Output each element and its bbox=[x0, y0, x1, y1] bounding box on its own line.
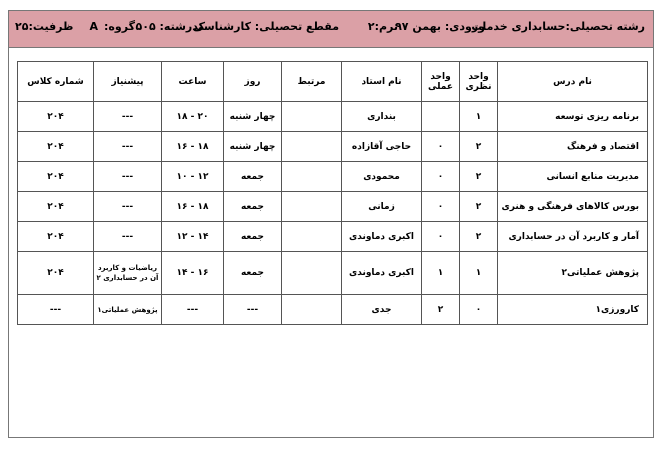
teacher-name: زمانی bbox=[342, 192, 422, 222]
theory-units: ۱ bbox=[460, 102, 498, 132]
table-row bbox=[18, 132, 648, 162]
practical-units: ۰ bbox=[422, 132, 460, 162]
related bbox=[282, 192, 342, 222]
day: جمعه bbox=[224, 162, 282, 192]
related bbox=[282, 102, 342, 132]
group-value: A bbox=[89, 20, 98, 33]
practical-units: ۰ bbox=[422, 222, 460, 252]
prereq: --- bbox=[94, 102, 162, 132]
time: ۱۸ - ۱۶ bbox=[162, 132, 224, 162]
table-row bbox=[18, 102, 648, 132]
col-theory: واحد نظری bbox=[460, 62, 498, 102]
day: جمعه bbox=[224, 252, 282, 295]
prereq: --- bbox=[94, 192, 162, 222]
time: ۲۰ - ۱۸ bbox=[162, 102, 224, 132]
practical-units: ۱ bbox=[422, 252, 460, 295]
time: ۱۶ - ۱۴ bbox=[162, 252, 224, 295]
teacher-name: اکبری دماوندی bbox=[342, 222, 422, 252]
related bbox=[282, 162, 342, 192]
related bbox=[282, 132, 342, 162]
table-row bbox=[18, 222, 648, 252]
course-name: اقتصاد و فرهنگ bbox=[498, 132, 648, 162]
col-practical: واحد عملی bbox=[422, 62, 460, 102]
course-name: مدیریت منابع انسانی bbox=[498, 162, 648, 192]
code-label: کدرشته: ۵۰۵ bbox=[135, 20, 205, 33]
course-table bbox=[17, 61, 648, 325]
day: جمعه bbox=[224, 192, 282, 222]
course-name: کارورزی۱ bbox=[498, 295, 648, 325]
table-header-row bbox=[18, 62, 648, 102]
theory-units: ۲ bbox=[460, 192, 498, 222]
teacher-name: اکبری دماوندی bbox=[342, 252, 422, 295]
col-teacher: نام استاد bbox=[342, 62, 422, 102]
teacher-name: حاجی آقازاده bbox=[342, 132, 422, 162]
table-row bbox=[18, 162, 648, 192]
theory-units: ۰ bbox=[460, 295, 498, 325]
theory-units: ۲ bbox=[460, 222, 498, 252]
sheet-header bbox=[9, 11, 653, 48]
col-course: نام درس bbox=[498, 62, 648, 102]
room: ۲۰۴ bbox=[18, 192, 94, 222]
room: ۲۰۴ bbox=[18, 252, 94, 295]
col-related: مرتبط bbox=[282, 62, 342, 102]
col-prereq: پیشنیاز bbox=[94, 62, 162, 102]
table-row bbox=[18, 295, 648, 325]
room: ۲۰۴ bbox=[18, 222, 94, 252]
prereq: ریاضیات و کاربرد آن در حسابداری ۲ bbox=[94, 252, 162, 295]
day: چهار شنبه bbox=[224, 132, 282, 162]
related bbox=[282, 222, 342, 252]
term-label: ترم:۲ bbox=[367, 20, 398, 33]
prereq: --- bbox=[94, 162, 162, 192]
room: --- bbox=[18, 295, 94, 325]
theory-units: ۲ bbox=[460, 162, 498, 192]
time: --- bbox=[162, 295, 224, 325]
prereq: --- bbox=[94, 222, 162, 252]
room: ۲۰۴ bbox=[18, 162, 94, 192]
col-room: شماره کلاس bbox=[18, 62, 94, 102]
practical-units: ۲ bbox=[422, 295, 460, 325]
related bbox=[282, 252, 342, 295]
practical-units: ۰ bbox=[422, 162, 460, 192]
capacity-label: ظرفیت:۲۵ bbox=[15, 20, 74, 33]
time: ۱۸ - ۱۶ bbox=[162, 192, 224, 222]
theory-units: ۲ bbox=[460, 132, 498, 162]
course-name: بورس کالاهای فرهنگی و هنری bbox=[498, 192, 648, 222]
time: ۱۴ - ۱۲ bbox=[162, 222, 224, 252]
practical-units bbox=[422, 102, 460, 132]
theory-units: ۱ bbox=[460, 252, 498, 295]
entry-label: ورودی: بهمن ۹۷ bbox=[395, 20, 485, 33]
day: جمعه bbox=[224, 222, 282, 252]
related bbox=[282, 295, 342, 325]
table-row bbox=[18, 252, 648, 295]
course-name: پژوهش عملیاتی۲ bbox=[498, 252, 648, 295]
prereq: --- bbox=[94, 132, 162, 162]
teacher-name: محمودی bbox=[342, 162, 422, 192]
day: --- bbox=[224, 295, 282, 325]
level-label: مقطع تحصیلی: کارشناسی bbox=[192, 20, 339, 33]
practical-units: ۰ bbox=[422, 192, 460, 222]
col-time: ساعت bbox=[162, 62, 224, 102]
room: ۲۰۴ bbox=[18, 102, 94, 132]
course-name: برنامه ریزی توسعه bbox=[498, 102, 648, 132]
teacher-name: جدی bbox=[342, 295, 422, 325]
teacher-name: بنداری bbox=[342, 102, 422, 132]
schedule-sheet bbox=[8, 10, 654, 438]
prereq: پژوهش عملیاتی۱ bbox=[94, 295, 162, 325]
group-label: گروه: bbox=[104, 20, 135, 33]
time: ۱۲ - ۱۰ bbox=[162, 162, 224, 192]
col-day: روز bbox=[224, 62, 282, 102]
table-row bbox=[18, 192, 648, 222]
day: چهار شنبه bbox=[224, 102, 282, 132]
field-label: رشته تحصیلی:حسابداری خدمات bbox=[471, 20, 645, 33]
room: ۲۰۴ bbox=[18, 132, 94, 162]
course-name: آمار و کاربرد آن در حسابداری bbox=[498, 222, 648, 252]
